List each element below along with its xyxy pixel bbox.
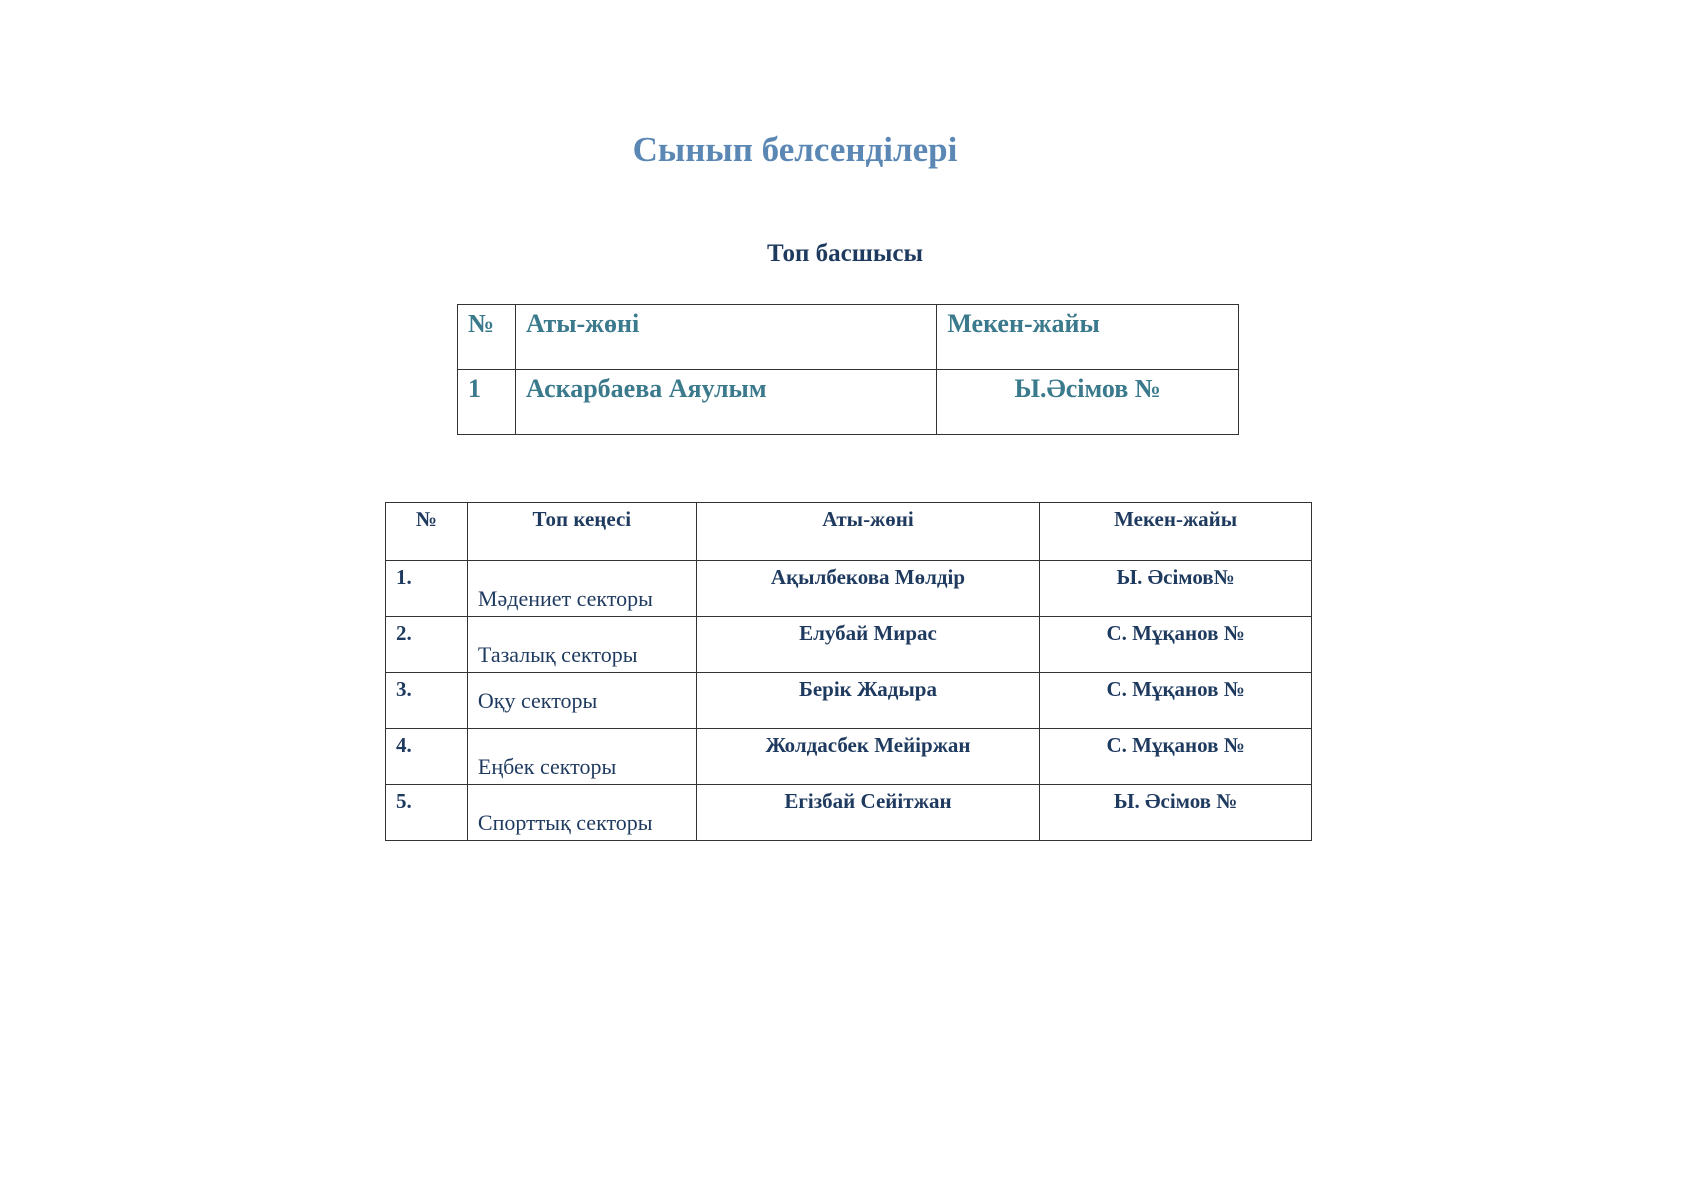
header-cell-address: Мекен-жайы [937,305,1239,370]
council-table-header-row [386,503,1312,561]
cell-number: 1 [458,370,516,435]
cell-number: 2. [386,617,468,673]
table-row [386,729,1312,785]
table-row [458,370,1239,435]
leader-table-header-row [458,305,1239,370]
cell-sector: Тазалық секторы [467,617,696,673]
cell-name: Егізбай Сейітжан [696,785,1040,841]
table-row [386,785,1312,841]
cell-number: 1. [386,561,468,617]
cell-name: Ақылбекова Мөлдір [696,561,1040,617]
cell-name: Аскарбаева Аяулым [515,370,936,435]
table-row [386,617,1312,673]
cell-address: Ы. Әсімов№ [1040,561,1312,617]
cell-name: Елубай Мирас [696,617,1040,673]
cell-address: Ы.Әсімов № [937,370,1239,435]
table-row [386,673,1312,729]
header-cell-name: Аты-жөні [515,305,936,370]
section-subtitle: Топ басшысы [766,240,924,267]
cell-number: 3. [386,673,468,729]
cell-sector: Спорттық секторы [467,785,696,841]
header-cell-sector: Топ кеңесі [467,503,696,561]
cell-address: Ы. Әсімов № [1040,785,1312,841]
header-cell-address: Мекен-жайы [1040,503,1312,561]
leader-table [457,304,1239,435]
header-cell-name: Аты-жөні [696,503,1040,561]
table-row [386,561,1312,617]
cell-sector: Мәдениет секторы [467,561,696,617]
header-cell-number: № [458,305,516,370]
cell-name: Жолдасбек Мейіржан [696,729,1040,785]
council-table [385,502,1312,841]
cell-address: С. Мұқанов № [1040,729,1312,785]
cell-sector: Еңбек секторы [467,729,696,785]
header-cell-number: № [386,503,468,561]
cell-name: Берік Жадыра [696,673,1040,729]
cell-number: 5. [386,785,468,841]
page-title: Сынып белсенділері [632,130,958,169]
cell-address: С. Мұқанов № [1040,617,1312,673]
cell-number: 4. [386,729,468,785]
cell-sector: Оқу секторы [467,673,696,729]
cell-address: С. Мұқанов № [1040,673,1312,729]
